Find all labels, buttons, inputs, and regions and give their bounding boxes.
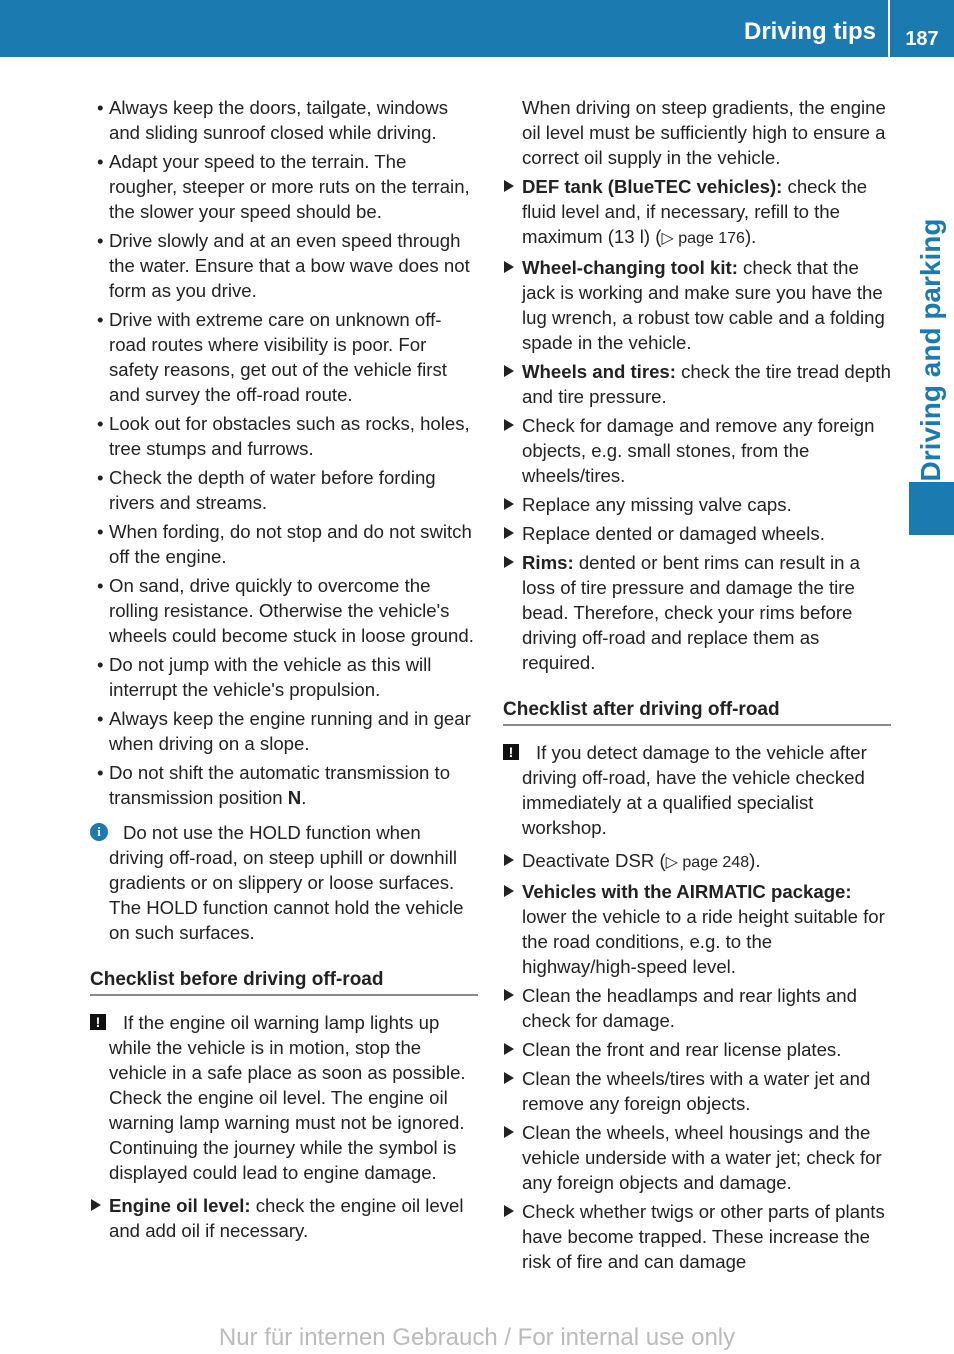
step-text: Clean the headlamps and rear lights and check for damage. [522, 985, 857, 1031]
section-heading: Checklist before driving off-road [90, 967, 478, 996]
step-arrow-icon [504, 1126, 514, 1138]
step-label: DEF tank (BlueTEC vehicles): [522, 176, 783, 197]
step-item [503, 413, 891, 488]
step-end: ). [749, 850, 761, 871]
bullet-text: Drive with extreme care on unknown off-road routes where visibility is poor. For safety reasons, get out of the vehicle first and survey the off-road route. [109, 309, 447, 405]
continuation-text: When driving on steep gradients, the engine oil level must be sufficiently high to ensure a correct oil supply in the vehicle. [522, 97, 886, 168]
step-item [503, 1120, 891, 1195]
right-column [503, 95, 891, 1278]
bullet-dot: • [97, 309, 104, 330]
step-arrow-icon [504, 419, 514, 431]
bullet-dot: • [97, 708, 104, 729]
left-column [90, 95, 478, 1247]
warning-icon: ! [90, 1014, 106, 1030]
bullet-text: Always keep the doors, tailgate, windows and sliding sunroof closed while driving. [109, 97, 448, 143]
step-arrow-icon [504, 1043, 514, 1055]
step-item [503, 1037, 891, 1062]
bullet-text: Always keep the engine running and in gear when driving on a slope. [109, 708, 471, 754]
bullet-item [90, 95, 478, 145]
step-item [503, 550, 891, 675]
bullet-dot: • [97, 575, 104, 596]
bullet-dot: • [97, 467, 104, 488]
step-label: Wheel-changing tool kit: [522, 257, 738, 278]
step-item: Engine oil level: check the engine oil level and add oil if necessary. [90, 1193, 478, 1243]
chapter-marker [909, 482, 954, 535]
step-item [503, 174, 891, 251]
step-item [503, 1199, 891, 1274]
bullet-dot: • [97, 151, 104, 172]
bullet-item [90, 652, 478, 702]
step-text: Check whether twigs or other parts of plants have become trapped. These increase the risk of fire and can damage [522, 1201, 885, 1272]
step-arrow-icon [504, 989, 514, 1001]
section-title: Driving tips [743, 18, 876, 45]
section-heading: Checklist after driving off-road [503, 697, 891, 726]
step-item [503, 1066, 891, 1116]
bullet-item [90, 307, 478, 407]
step-text: Replace any missing valve caps. [522, 494, 792, 515]
step-arrow-icon [504, 365, 514, 377]
bullet-text: Look out for obstacles such as rocks, holes, tree stumps and furrows. [109, 413, 470, 459]
step-arrow-icon [504, 527, 514, 539]
bullet-dot: • [97, 97, 104, 118]
page-reference: ▷ page 176 [661, 230, 745, 247]
bullet-item [90, 573, 478, 648]
step-text: check the tire tread depth and tire pressure. [522, 361, 891, 407]
bullet-item [90, 228, 478, 303]
step-item [503, 492, 891, 517]
chapter-tab [909, 190, 954, 535]
step-label: Rims: [522, 552, 574, 573]
step-arrow-icon [504, 180, 514, 192]
step-arrow-icon [504, 261, 514, 273]
bullet-text: Drive slowly and at an even speed through the water. Ensure that a bow wave does not form as you drive. [109, 230, 470, 301]
bullet-item [90, 706, 478, 756]
warning-note: ! If the engine oil warning lamp lights up while the vehicle is in motion, stop the vehicle in a safe place as soon as possible. Check the engine oil level. The engine oil warning lamp warning must not be ignored. Continuing the journey while the symbol is displayed could lead to engine damage. [90, 1010, 478, 1185]
bullet-dot: • [97, 413, 104, 434]
bullet-text: Adapt your speed to the terrain. The rougher, steeper or more ruts on the terrain, the slower your speed should be. [109, 151, 470, 222]
bullet-dot: • [97, 654, 104, 675]
info-icon: i [90, 823, 108, 841]
watermark: Nur für internen Gebrauch / For internal use only [218, 1324, 736, 1351]
step-list [503, 174, 891, 675]
info-note: i Do not use the HOLD function when driving off-road, on steep uphill or downhill gradients or on slippery or loose surfaces. The HOLD function cannot hold the vehicle on such surfaces. [90, 820, 478, 945]
step-item [503, 983, 891, 1033]
step-list [503, 848, 891, 1274]
step-text: check that the jack is working and make sure you have the lug wrench, a robust tow cable and a folding spade in the vehicle. [522, 257, 885, 353]
warning-icon: ! [503, 744, 519, 760]
bullet-dot: • [97, 521, 104, 542]
bullet-item: • Do not shift the automatic transmission to transmission position N. [97, 762, 451, 808]
bullet-dot: • [97, 762, 104, 783]
step-arrow-icon [504, 498, 514, 510]
step-text: Check for damage and remove any foreign objects, e.g. small stones, from the wheels/tires. [522, 415, 875, 486]
step-end: ). [744, 226, 757, 247]
step-text: Clean the front and rear license plates. [522, 1039, 842, 1060]
bullet-text: Check the depth of water before fording rivers and streams. [109, 467, 436, 513]
page-number-box [890, 0, 954, 57]
step-text: Clean the wheels, wheel housings and the vehicle underside with a water jet; check for any foreign objects and damage. [522, 1122, 882, 1193]
bullet-text: Do not jump with the vehicle as this will interrupt the vehicle's propulsion. [109, 654, 432, 700]
bullet-dot: • [97, 230, 104, 251]
header-bar [0, 0, 888, 57]
step-arrow-icon [504, 1205, 514, 1217]
bullet-text: When fording, do not stop and do not switch off the engine. [109, 521, 472, 567]
step-arrow-icon [504, 885, 514, 897]
step-text: Clean the wheels/tires with a water jet and remove any foreign objects. [522, 1068, 871, 1114]
step-label: Vehicles with the AIRMATIC package: [522, 881, 852, 902]
step-text: Replace dented or damaged wheels. [522, 523, 825, 544]
step-item [503, 255, 891, 355]
step-arrow-icon [504, 1072, 514, 1084]
step-item [503, 848, 891, 875]
step-item [503, 521, 891, 546]
page-number: 187 [905, 28, 939, 50]
chapter-label: Driving and parking [915, 218, 946, 482]
bullet-text: On sand, drive quickly to overcome the rolling resistance. Otherwise the vehicle's wheels could become stuck in loose ground. [109, 575, 474, 646]
step-arrow-icon [91, 1199, 101, 1211]
bullet-item [90, 411, 478, 461]
bullet-item [90, 465, 478, 515]
step-label: Wheels and tires: [522, 361, 676, 382]
step-arrow-icon [504, 854, 514, 866]
bullet-list [90, 95, 478, 756]
step-item [503, 879, 891, 979]
step-arrow-icon [504, 556, 514, 568]
step-text: Deactivate DSR ( [522, 850, 666, 871]
bullet-item [90, 149, 478, 224]
step-text: check the fluid level and, if necessary, refill to the maximum (13 l) ( [522, 176, 868, 247]
step-item [503, 359, 891, 409]
page-reference: ▷ page 248 [665, 854, 750, 871]
step-text: dented or bent rims can result in a loss of tire pressure and damage the tire bead. Therefore, check your rims before driving off-road and replace them as required. [522, 552, 860, 673]
warning-note: ! If you detect damage to the vehicle after driving off-road, have the vehicle checked immediately at a qualified specialist workshop. [503, 740, 891, 840]
step-text: lower the vehicle to a ride height suitable for the road conditions, e.g. to the highway/high-speed level. [522, 906, 885, 977]
bullet-item [90, 519, 478, 569]
